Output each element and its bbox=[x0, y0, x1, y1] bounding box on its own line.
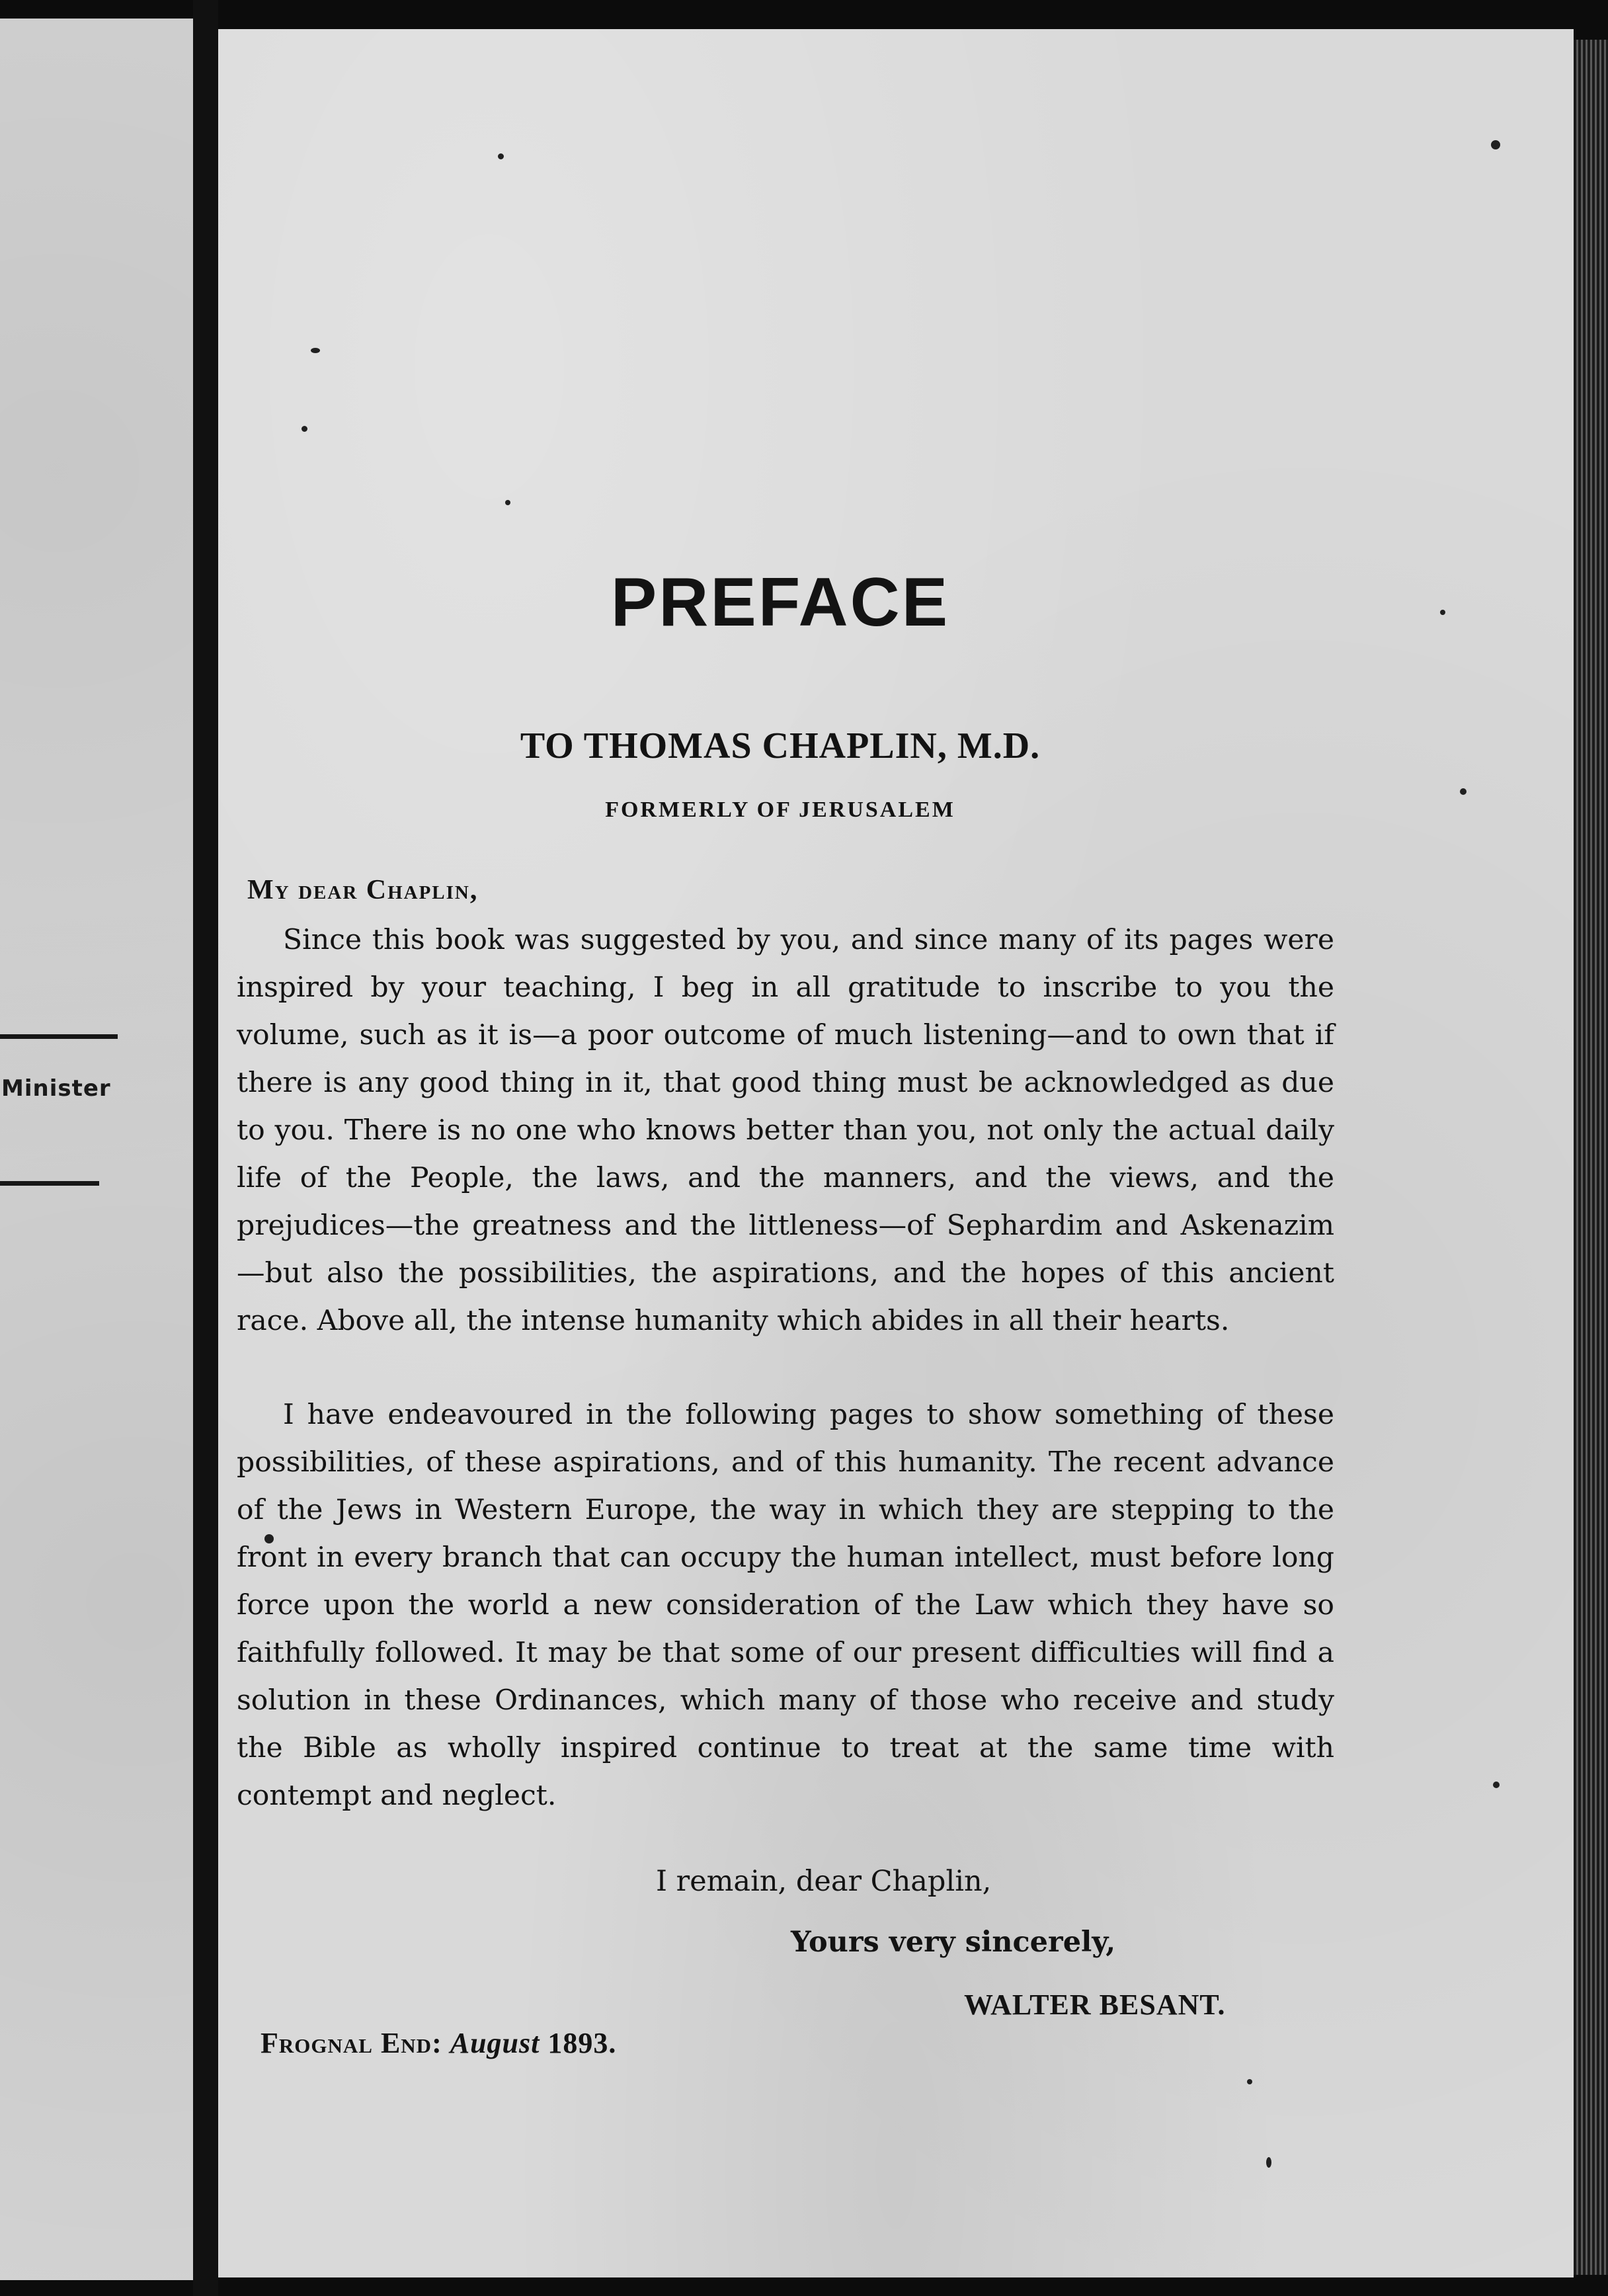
author-signature: WALTER BESANT. bbox=[964, 1988, 1226, 2021]
place-and-date bbox=[261, 2026, 616, 2060]
date-month: August bbox=[450, 2027, 540, 2059]
paragraph-1: Since this book was suggested by you, and since many of its pages were inspired by your teaching, I beg in all gratitude to inscribe to you the volume, such as it is—a poor outcome of much listening—and to own that if there is any good thing in it, that good thing must be acknowledged as due to you. There is no one who knows better than you, not only the actual daily life of the People, the laws, and the manners, and the views, and the prejudices—the greatness and the littleness—of Sephardim and Askenazim—but also the possibilities, the aspirations, and the hopes of this ancient race. Above all, the intense humanity which abides in all their hearts. bbox=[237, 924, 1334, 1337]
dedication-subline: FORMERLY OF JERUSALEM bbox=[605, 798, 955, 822]
place-name: Frognal End: bbox=[261, 2027, 442, 2059]
facing-page-rule bbox=[0, 1034, 118, 1039]
facing-page-rule bbox=[0, 1181, 99, 1186]
date-year: 1893. bbox=[547, 2027, 617, 2059]
page-block-edge bbox=[1574, 40, 1608, 2275]
facing-page-strip bbox=[0, 19, 193, 2280]
page-title: PREFACE bbox=[610, 564, 950, 641]
paragraph-2: I have endeavoured in the following pages to show something of these possibilities, of these aspirations, and of this humanity. The recent advance of the Jews in Western Europe, the way in which they are stepping to the front in every branch that can occupy the human intellect, must before long force upon the world a new consideration of the Law which they have so faithfully followed. It may be that some of our present difficulties will find a solution in these Ordinances, which many of those who receive and study the Bible as wholly inspired continue to treat at the same time with contempt and neglect. bbox=[237, 1399, 1334, 1812]
book-gutter bbox=[193, 0, 218, 2296]
page-content bbox=[218, 29, 1574, 2277]
salutation: My dear Chaplin, bbox=[247, 875, 479, 905]
valediction: Yours very sincerely, bbox=[791, 1926, 1116, 1959]
preface-page bbox=[218, 29, 1574, 2277]
facing-page-label: Minister bbox=[1, 1075, 111, 1102]
dedication-line: TO THOMAS CHAPLIN, M.D. bbox=[520, 725, 1041, 766]
closing-line: I remain, dear Chaplin, bbox=[656, 1865, 992, 1898]
